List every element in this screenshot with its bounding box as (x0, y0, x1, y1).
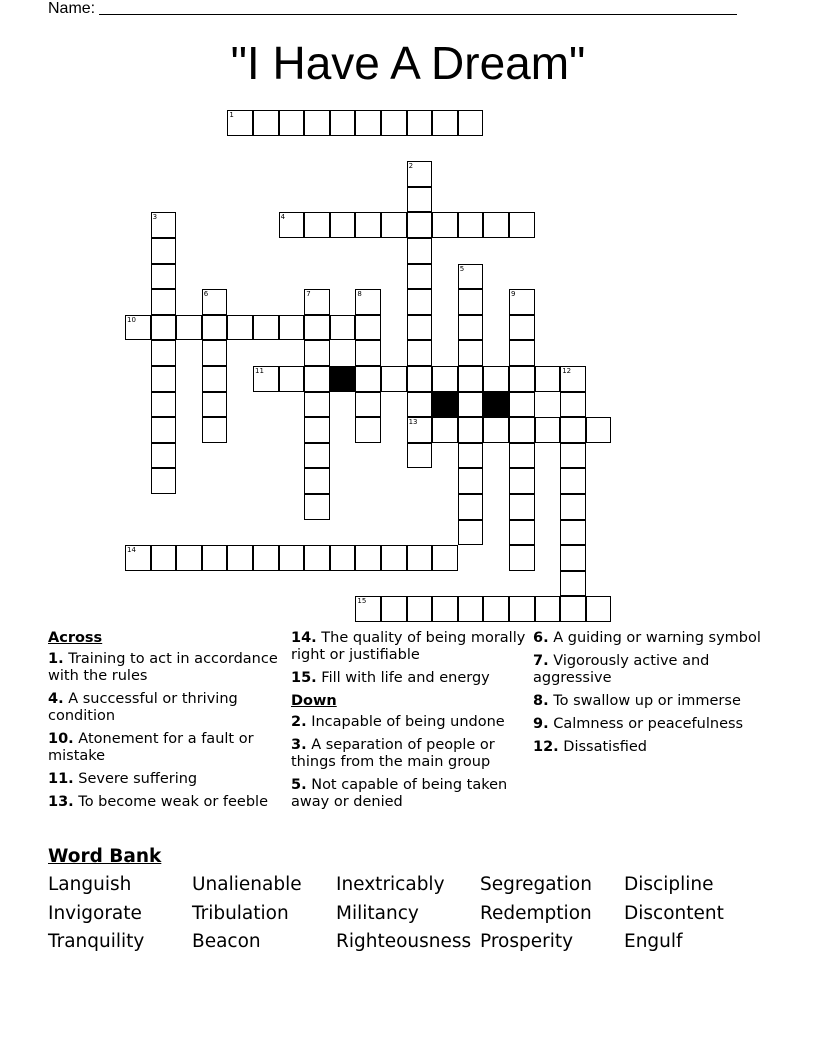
grid-cell[interactable] (560, 366, 586, 392)
black-square (432, 392, 458, 418)
grid-cell[interactable] (304, 366, 330, 392)
clue-text: A guiding or warning symbol (548, 630, 761, 646)
clue-item (533, 716, 768, 733)
grid-cell[interactable] (509, 340, 535, 366)
grid-cell[interactable] (304, 340, 330, 366)
grid-cell[interactable] (151, 417, 177, 443)
clue-number-label: 10. (48, 731, 74, 747)
clue-text: Incapable of being undone (306, 714, 505, 730)
grid-cell[interactable] (253, 315, 279, 341)
grid-cell[interactable] (509, 392, 535, 418)
grid-cell[interactable] (509, 545, 535, 571)
grid-cell[interactable] (483, 366, 509, 392)
grid-cell[interactable] (202, 392, 228, 418)
grid-cell[interactable] (407, 264, 433, 290)
grid-cell[interactable] (586, 417, 612, 443)
clue-number: 2 (408, 162, 414, 171)
grid-cell[interactable] (535, 596, 561, 622)
clue-number: 10 (127, 315, 136, 324)
clue-number-label: 12. (533, 739, 559, 755)
clue-number-label: 8. (533, 693, 549, 709)
grid-cell[interactable] (381, 366, 407, 392)
grid-cell[interactable] (355, 417, 381, 443)
grid-cell[interactable] (355, 110, 381, 136)
grid-cell[interactable] (355, 289, 381, 315)
clue-number-label: 2. (291, 714, 307, 730)
clue-item (533, 630, 768, 647)
grid-cell[interactable] (407, 161, 433, 187)
clue-number: 4 (280, 213, 286, 222)
clue-number-label: 11. (48, 771, 74, 787)
grid-cell[interactable] (202, 289, 228, 315)
grid-cell[interactable] (509, 443, 535, 469)
grid-cell[interactable] (560, 417, 586, 443)
grid-cell[interactable] (279, 315, 305, 341)
grid-cell[interactable] (458, 366, 484, 392)
grid-cell[interactable] (355, 596, 381, 622)
clue-number: 9 (511, 290, 516, 299)
clue-item (48, 651, 283, 685)
clue-number: 13 (408, 418, 418, 427)
word-bank-word: Unalienable (192, 874, 302, 895)
grid-cell[interactable] (151, 212, 177, 238)
grid-cell[interactable] (304, 315, 330, 341)
grid-cell[interactable] (407, 545, 433, 571)
grid-cell[interactable] (432, 417, 458, 443)
grid-cell[interactable] (509, 366, 535, 392)
clue-item (291, 777, 526, 811)
clue-text: Calmness or peacefulness (548, 716, 744, 732)
grid-cell[interactable] (458, 289, 484, 315)
word-bank-word: Tranquility (48, 931, 145, 952)
clue-text: The quality of being morally right or justifiable (291, 630, 526, 663)
clue-number-label: 15. (291, 670, 317, 686)
grid-cell[interactable] (483, 212, 509, 238)
grid-cell[interactable] (304, 443, 330, 469)
grid-cell[interactable] (458, 212, 484, 238)
grid-cell[interactable] (535, 366, 561, 392)
grid-cell[interactable] (355, 366, 381, 392)
black-square (330, 366, 356, 392)
clue-item (48, 794, 283, 811)
clue-text: To swallow up or immerse (548, 693, 741, 709)
grid-cell[interactable] (560, 494, 586, 520)
clue-item (291, 630, 526, 664)
name-label: Name: (48, 0, 96, 17)
grid-cell[interactable] (407, 187, 433, 213)
clue-item (48, 731, 283, 765)
clue-text: Severe suffering (73, 771, 198, 787)
clue-number-label: 7. (533, 653, 549, 669)
grid-cell[interactable] (458, 392, 484, 418)
grid-cell[interactable] (483, 596, 509, 622)
clue-item (291, 714, 526, 731)
word-bank-word: Discipline (624, 874, 714, 895)
word-bank-word: Prosperity (480, 931, 574, 952)
grid-cell[interactable] (407, 417, 433, 443)
grid-cell[interactable] (407, 238, 433, 264)
page-title: "I Have A Dream" (230, 37, 586, 89)
grid-cell[interactable] (304, 289, 330, 315)
clue-number: 1 (229, 111, 234, 119)
clue-number: 11 (255, 367, 264, 375)
clue-number: 6 (203, 290, 209, 299)
grid-cell[interactable] (432, 366, 458, 392)
grid-cell[interactable] (355, 315, 381, 341)
grid-cell[interactable] (458, 340, 484, 366)
clue-number: 3 (152, 213, 158, 222)
grid-cell[interactable] (176, 315, 202, 341)
clue-number: 15 (357, 597, 367, 606)
clue-number: 12 (562, 367, 572, 375)
grid-cell[interactable] (227, 315, 253, 341)
grid-cell[interactable] (176, 545, 202, 571)
grid-cell[interactable] (125, 545, 151, 571)
grid-cell[interactable] (151, 315, 177, 341)
grid-cell[interactable] (458, 520, 484, 546)
grid-cell[interactable] (304, 494, 330, 520)
clue-number: 7 (306, 290, 311, 299)
clue-text: To become weak or feeble (73, 794, 269, 810)
grid-cell[interactable] (355, 392, 381, 418)
word-bank-word: Militancy (336, 903, 419, 924)
grid-cell[interactable] (151, 340, 177, 366)
grid-cell[interactable] (151, 289, 177, 315)
grid-cell[interactable] (509, 289, 535, 315)
word-bank-word: Languish (48, 874, 132, 895)
grid-cell[interactable] (407, 366, 433, 392)
grid-cell[interactable] (330, 315, 356, 341)
grid-cell[interactable] (509, 315, 535, 341)
across-heading: Across (48, 630, 103, 646)
grid-cell[interactable] (253, 545, 279, 571)
grid-cell[interactable] (483, 417, 509, 443)
word-bank-word: Discontent (624, 903, 724, 924)
grid-cell[interactable] (560, 468, 586, 494)
grid-cell[interactable] (355, 212, 381, 238)
clue-number: 14 (127, 546, 136, 555)
clue-text: Training to act in accordance with the rules (48, 651, 278, 684)
word-bank-word: Righteousness (336, 931, 472, 952)
grid-cell[interactable] (458, 264, 484, 290)
grid-cell[interactable] (407, 289, 433, 315)
grid-cell[interactable] (202, 366, 228, 392)
grid-cell[interactable] (330, 545, 356, 571)
grid-cell[interactable] (458, 110, 484, 136)
clue-item (533, 739, 768, 756)
clue-text: Atonement for a fault or mistake (48, 731, 254, 764)
grid-cell[interactable] (509, 596, 535, 622)
grid-cell[interactable] (458, 315, 484, 341)
clue-number-label: 6. (533, 630, 549, 646)
grid-cell[interactable] (202, 417, 228, 443)
grid-cell[interactable] (151, 264, 177, 290)
grid-cell[interactable] (432, 212, 458, 238)
grid-cell[interactable] (407, 110, 433, 136)
clue-item (291, 670, 526, 687)
grid-cell[interactable] (458, 417, 484, 443)
grid-cell[interactable] (330, 212, 356, 238)
word-bank-word: Redemption (480, 903, 592, 924)
clue-text: A separation of people or things from the main group (291, 737, 495, 770)
clues-column-2 (291, 630, 526, 817)
grid-cell[interactable] (560, 571, 586, 597)
grid-cell[interactable] (304, 545, 330, 571)
clue-text: A successful or thriving condition (48, 691, 238, 724)
grid-cell[interactable] (253, 110, 279, 136)
word-bank-word: Beacon (192, 931, 261, 952)
clue-number-label: 4. (48, 691, 64, 707)
clue-number-label: 1. (48, 651, 64, 667)
clue-item (48, 771, 283, 788)
word-bank-word: Engulf (624, 931, 683, 952)
clue-number-label: 9. (533, 716, 549, 732)
grid-cell[interactable] (407, 340, 433, 366)
grid-cell[interactable] (279, 366, 305, 392)
grid-cell[interactable] (509, 468, 535, 494)
grid-cell[interactable] (509, 494, 535, 520)
grid-cell[interactable] (586, 596, 612, 622)
grid-cell[interactable] (432, 596, 458, 622)
grid-cell[interactable] (304, 392, 330, 418)
grid-cell[interactable] (535, 417, 561, 443)
clue-number: 5 (459, 264, 465, 273)
clue-number: 8 (357, 290, 362, 299)
clue-number-label: 5. (291, 777, 307, 793)
grid-cell[interactable] (330, 110, 356, 136)
grid-cell[interactable] (304, 212, 330, 238)
grid-cell[interactable] (227, 110, 253, 136)
grid-cell[interactable] (253, 366, 279, 392)
clue-text: Not capable of being taken away or denied (291, 777, 508, 810)
grid-cell[interactable] (407, 392, 433, 418)
clue-item (291, 737, 526, 771)
grid-cell[interactable] (509, 417, 535, 443)
grid-cell[interactable] (304, 110, 330, 136)
grid-cell[interactable] (560, 392, 586, 418)
grid-cell[interactable] (381, 545, 407, 571)
word-bank-word: Tribulation (192, 903, 289, 924)
clue-item (533, 653, 768, 687)
word-bank-word: Invigorate (48, 903, 142, 924)
clue-number-label: 3. (291, 737, 307, 753)
grid-cell[interactable] (509, 212, 535, 238)
clue-item (533, 693, 768, 710)
grid-cell[interactable] (560, 545, 586, 571)
grid-cell[interactable] (355, 340, 381, 366)
grid-cell[interactable] (381, 212, 407, 238)
grid-cell[interactable] (560, 596, 586, 622)
grid-cell[interactable] (381, 596, 407, 622)
grid-cell[interactable] (151, 545, 177, 571)
clue-number-label: 14. (291, 630, 317, 646)
grid-cell[interactable] (151, 366, 177, 392)
clue-text: Dissatisfied (558, 739, 648, 755)
grid-cell[interactable] (432, 110, 458, 136)
grid-cell[interactable] (407, 596, 433, 622)
clue-item (48, 691, 283, 725)
grid-cell[interactable] (151, 468, 177, 494)
word-bank-title: Word Bank (48, 846, 162, 867)
grid-cell[interactable] (151, 392, 177, 418)
grid-cell[interactable] (458, 468, 484, 494)
word-bank-word: Inextricably (336, 874, 445, 895)
grid-cell[interactable] (227, 545, 253, 571)
clues-column-1 (48, 630, 283, 817)
down-heading: Down (291, 693, 337, 709)
grid-cell[interactable] (407, 315, 433, 341)
grid-cell[interactable] (279, 110, 305, 136)
grid-cell[interactable] (202, 545, 228, 571)
clue-text: Vigorously active and aggressive (533, 653, 710, 686)
grid-cell[interactable] (304, 417, 330, 443)
grid-cell[interactable] (560, 520, 586, 546)
grid-cell[interactable] (279, 212, 305, 238)
grid-cell[interactable] (151, 238, 177, 264)
clue-number-label: 13. (48, 794, 74, 810)
grid-cell[interactable] (279, 545, 305, 571)
clue-text: Fill with life and energy (316, 670, 490, 686)
grid-cell[interactable] (407, 443, 433, 469)
clues-column-3 (533, 630, 768, 762)
grid-cell[interactable] (355, 545, 381, 571)
grid-cell[interactable] (125, 315, 151, 341)
grid-cell[interactable] (381, 110, 407, 136)
grid-cell[interactable] (304, 468, 330, 494)
grid-cell[interactable] (432, 545, 458, 571)
grid-cell[interactable] (202, 340, 228, 366)
word-bank-word: Segregation (480, 874, 592, 895)
grid-cell[interactable] (458, 596, 484, 622)
grid-cell[interactable] (407, 212, 433, 238)
black-square (483, 392, 509, 418)
grid-cell[interactable] (151, 443, 177, 469)
grid-cell[interactable] (509, 520, 535, 546)
grid-cell[interactable] (458, 443, 484, 469)
grid-cell[interactable] (560, 443, 586, 469)
grid-cell[interactable] (202, 315, 228, 341)
grid-cell[interactable] (458, 494, 484, 520)
